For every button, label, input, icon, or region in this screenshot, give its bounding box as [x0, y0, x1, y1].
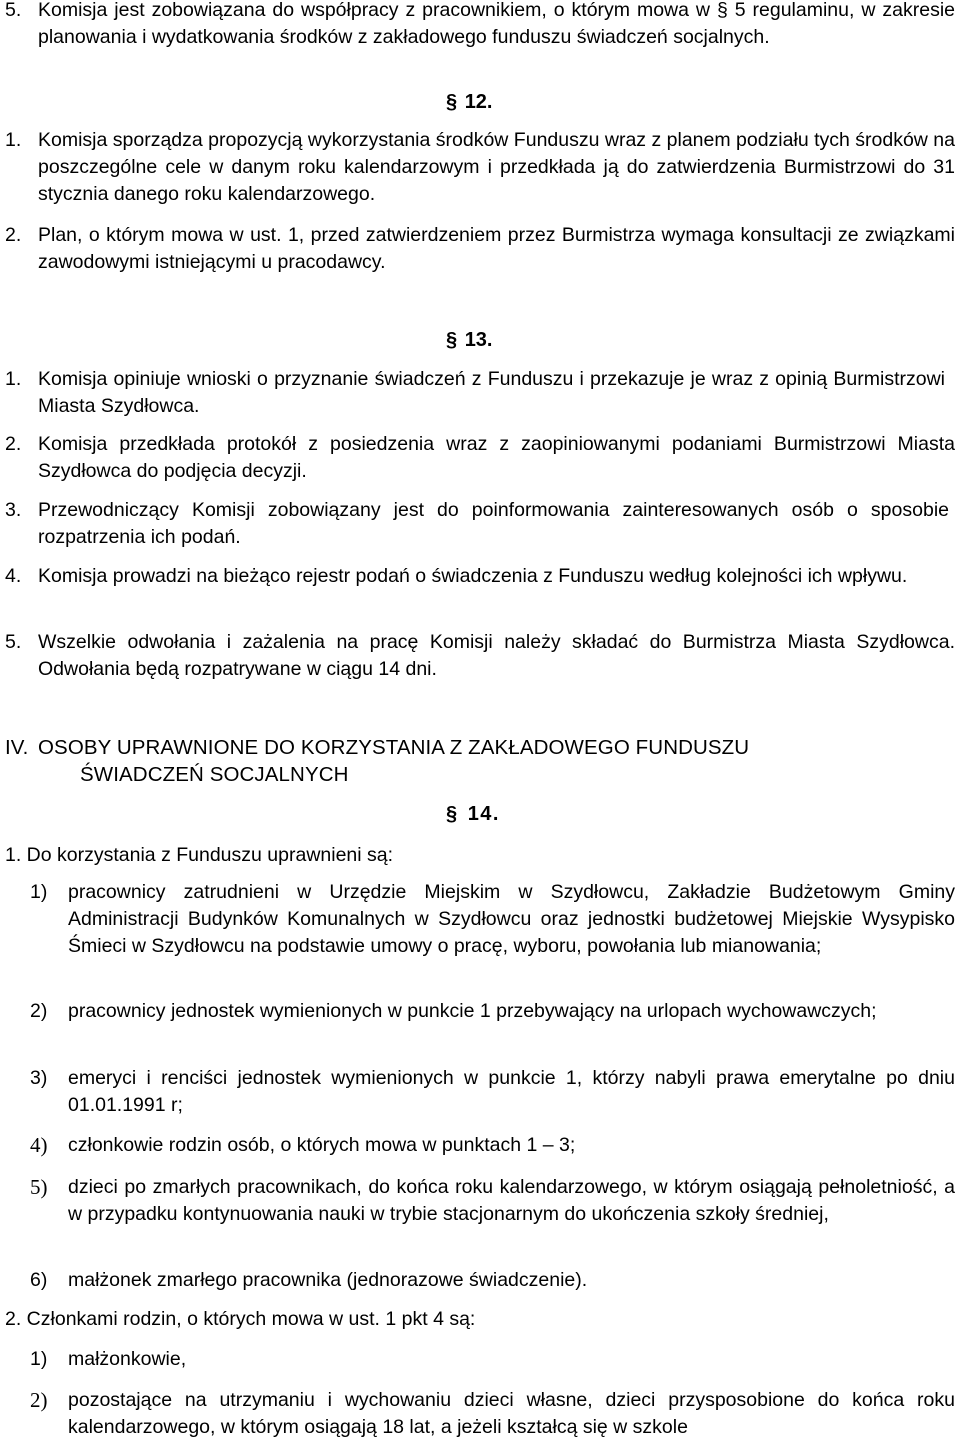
item-text: dzieci po zmarłych pracownikach, do końca roku kalendarzowego, w którym osiągają pełnoletniość, a w przypadku kontynuowania nauki w trybie stacjonarnym do ukończenia szkoły średniej, [68, 1176, 955, 1225]
paragraph-number: 13. [464, 329, 493, 351]
paragraph-14-ust-1-item-6 [30, 1267, 955, 1294]
item-text: Plan, o którym mowa w ust. 1, przed zatwierdzeniem przez Burmistrza wymaga konsultacji ze związkami zawodowymi istniejącymi u pracodawcy. [38, 224, 955, 273]
item-number: 1. [5, 129, 22, 151]
paragraph-13-heading [446, 327, 493, 354]
item-text: Wszelkie odwołania i zażalenia na pracę Komisji należy składać do Burmistrza Miasta Szydłowca. Odwołania będą rozpatrywane w ciągu 14 dni. [38, 631, 955, 680]
item-number: 2) [30, 1388, 48, 1412]
paragraph-14-ust-2-item-2 [30, 1387, 955, 1441]
paragraph-14-heading [446, 801, 500, 828]
paragraph-sign: § [446, 803, 459, 825]
item-text: Komisja prowadzi na bieżąco rejestr podań o świadczenia z Funduszu według kolejności ich wpływu. [38, 565, 908, 587]
item-number: 4) [30, 1133, 48, 1157]
paragraph-11-item-5 [5, 0, 955, 51]
paragraph-14-ust-2-item-1 [30, 1346, 955, 1373]
item-number: 3. [5, 499, 22, 521]
paragraph-12-item-2 [5, 222, 955, 276]
paragraph-13-item-5 [5, 629, 955, 683]
section-title-line-2: ŚWIADCZEŃ SOCJALNYCH [80, 763, 349, 786]
item-text: pracownicy jednostek wymienionych w punkcie 1 przebywający na urlopach wychowawczych; [68, 1000, 877, 1022]
item-number: 6) [30, 1269, 48, 1291]
item-text: pozostające na utrzymaniu i wychowaniu dzieci własne, dzieci przysposobione do końca roku kalendarzowego, w którym osiągają 18 lat, a jeżeli kształcą się w szkole [68, 1389, 955, 1438]
item-number: 2. [5, 433, 22, 455]
section-title-line-1: OSOBY UPRAWNIONE DO KORZYSTANIA Z ZAKŁADOWEGO FUNDUSZU [38, 736, 750, 759]
item-number: 2) [30, 1000, 48, 1022]
item-text: małżonek zmarłego pracownika (jednorazowe świadczenie). [68, 1269, 588, 1291]
paragraph-13-item-3 [5, 497, 949, 551]
paragraph-14-ust-1-item-4 [30, 1132, 955, 1159]
item-number: 5. [5, 631, 22, 653]
paragraph-14-ust-1-item-2 [30, 998, 955, 1025]
item-number: 3) [30, 1067, 48, 1089]
item-number: 5. [5, 0, 22, 21]
item-text: pracownicy zatrudnieni w Urzędzie Miejskim w Szydłowcu, Zakładzie Budżetowym Gminy Administracji Budynków Komunalnych w Szydłowcu oraz jednostki budżetowej Miejskie Wysypisko Śmieci w Szydłowcu na podstawie umowy o pracę, wyboru, powołania lub mianowania; [68, 881, 955, 957]
item-text: członkowie rodzin osób, o których mowa w punktach 1 – 3; [68, 1134, 576, 1156]
paragraph-14-ust-1: 1. Do korzystania z Funduszu uprawnieni są: [5, 844, 394, 866]
item-number: 4. [5, 565, 22, 587]
paragraph-12-item-1 [5, 127, 955, 208]
item-text: Przewodniczący Komisji zobowiązany jest do poinformowania zainteresowanych osób o sposobie rozpatrzenia ich podań. [38, 499, 949, 548]
paragraph-12-heading [446, 89, 493, 116]
item-text: Komisja sporządza propozycją wykorzystania środków Funduszu wraz z planem podziału tych środków na poszczególne cele w danym roku kalendarzowym i przedkłada ją do zatwierdzenia Burmistrzowi do 31 stycznia danego roku kalendarzowego. [38, 129, 955, 205]
section-4-heading [5, 734, 955, 788]
paragraph-14-ust-1-item-1 [30, 879, 955, 960]
paragraph-sign: § [446, 91, 458, 113]
item-number: 2. [5, 224, 22, 246]
paragraph-number: 14. [467, 803, 500, 825]
item-number: 1) [30, 881, 48, 903]
paragraph-13-item-4 [5, 563, 955, 590]
paragraph-14-ust-1-item-3 [30, 1065, 955, 1119]
item-number: 1) [30, 1348, 48, 1370]
paragraph-14-ust-2: 2. Członkami rodzin, o których mowa w ust. 1 pkt 4 są: [5, 1308, 476, 1330]
paragraph-13-item-1 [5, 366, 945, 420]
paragraph-14-ust-1-item-5 [30, 1174, 955, 1228]
paragraph-13-item-2 [5, 431, 955, 485]
item-text: Komisja przedkłada protokół z posiedzenia wraz z zaopiniowanymi podaniami Burmistrzowi Miasta Szydłowca do podjęcia decyzji. [38, 433, 955, 482]
item-number: 5) [30, 1175, 48, 1199]
paragraph-sign: § [446, 329, 458, 351]
section-roman-number: IV. [5, 736, 29, 759]
item-text: Komisja opiniuje wnioski o przyznanie świadczeń z Funduszu i przekazuje je wraz z opinią Burmistrzowi Miasta Szydłowca. [38, 368, 945, 417]
paragraph-number: 12. [464, 91, 493, 113]
item-text: emeryci i renciści jednostek wymienionych w punkcie 1, którzy nabyli prawa emerytalne po dniu 01.01.1991 r; [68, 1067, 955, 1116]
item-text: Komisja jest zobowiązana do współpracy z pracownikiem, o którym mowa w § 5 regulaminu, w zakresie planowania i wydatkowania środków z zakładowego funduszu świadczeń socjalnych. [38, 0, 955, 48]
item-text: małżonkowie, [68, 1348, 187, 1370]
item-number: 1. [5, 368, 22, 390]
